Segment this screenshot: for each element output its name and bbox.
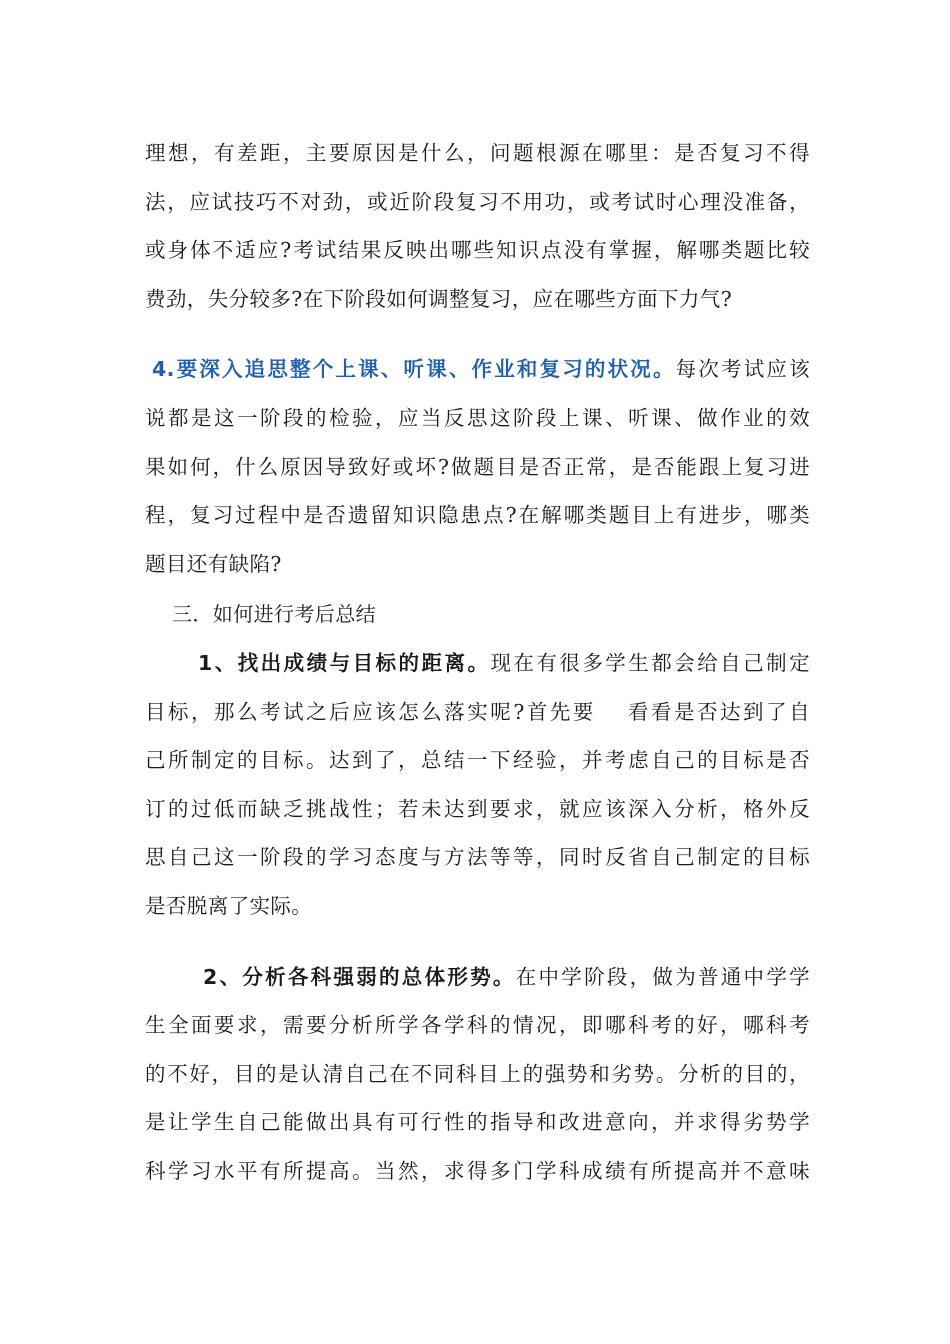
text-line: 理想，有差距，主要原因是什么，问题根源在哪里：是否复习不得 (145, 141, 810, 165)
text-line: 科学习水平有所提高。当然，求得多门学科成绩有所提高并不意味 (145, 1158, 810, 1183)
text-line: 果如何，什么原因导致好或坏?做题目是否正常，是否能跟上复习进 (145, 454, 810, 479)
point-4-heading: 4.要深入追思整个上课、听课、作业和复习的状况。 (152, 357, 676, 382)
section-heading: 三．如何进行考后总结 (172, 602, 376, 627)
paragraph-subject-strengths (145, 953, 810, 1196)
text-line (145, 345, 810, 394)
paragraph-review-status (145, 345, 810, 588)
text-line (145, 639, 810, 688)
paragraph-exam-reflection (145, 129, 810, 323)
paragraph-goal-distance (145, 639, 810, 931)
point-4-text: 每次考试应该 (675, 357, 810, 382)
text-line: 是否脱离了实际。 (145, 893, 313, 918)
point-2-heading: 2、分析各科强弱的总体形势。 (203, 964, 516, 989)
text-line: 说都是这一阶段的检验，应当反思这阶段上课、听课、做作业的效 (145, 405, 810, 430)
document-body (145, 129, 810, 1195)
text-line: 法，应试技巧不对劲，或近阶段复习不用功，或考试时心理没准备， (145, 189, 810, 214)
text-line: 程，复习过程中是否遗留知识隐患点?在解哪类题目上有进步，哪类 (145, 503, 810, 528)
text-line: 生全面要求，需要分析所学各学科的情况，即哪科考的好，哪科考 (145, 1013, 810, 1038)
text-line: 是让学生自己能做出具有可行性的指导和改进意向，并求得劣势学 (145, 1110, 810, 1135)
text-line: 或身体不适应?考试结果反映出哪些知识点没有掌握，解哪类题比较 (145, 238, 810, 263)
text-line: 己所制定的目标。达到了，总结一下经验，并考虑自己的目标是否 (145, 748, 810, 773)
text-line (145, 953, 810, 1002)
text-line: 思自己这一阶段的学习态度与方法等等，同时反省自己制定的目标 (145, 845, 810, 870)
point-2-text: 在中学阶段，做为普通中学学 (515, 964, 810, 989)
text-line: 目标，那么考试之后应该怎么落实呢?首先要 看看是否达到了自 (145, 699, 810, 724)
text-line: 的不好，目的是认清自己在不同科目上的强势和劣势。分析的目的， (145, 1061, 810, 1086)
point-1-text: 现在有很多学生都会给自己制定 (490, 650, 810, 675)
text-line: 费劲，失分较多?在下阶段如何调整复习，应在哪些方面下力气? (145, 286, 733, 311)
text-line: 订的过低而缺乏挑战性；若未达到要求，就应该深入分析，格外反 (145, 796, 810, 821)
point-1-heading: 1、找出成绩与目标的距离。 (198, 650, 491, 675)
text-line: 题目还有缺陷? (145, 551, 282, 576)
